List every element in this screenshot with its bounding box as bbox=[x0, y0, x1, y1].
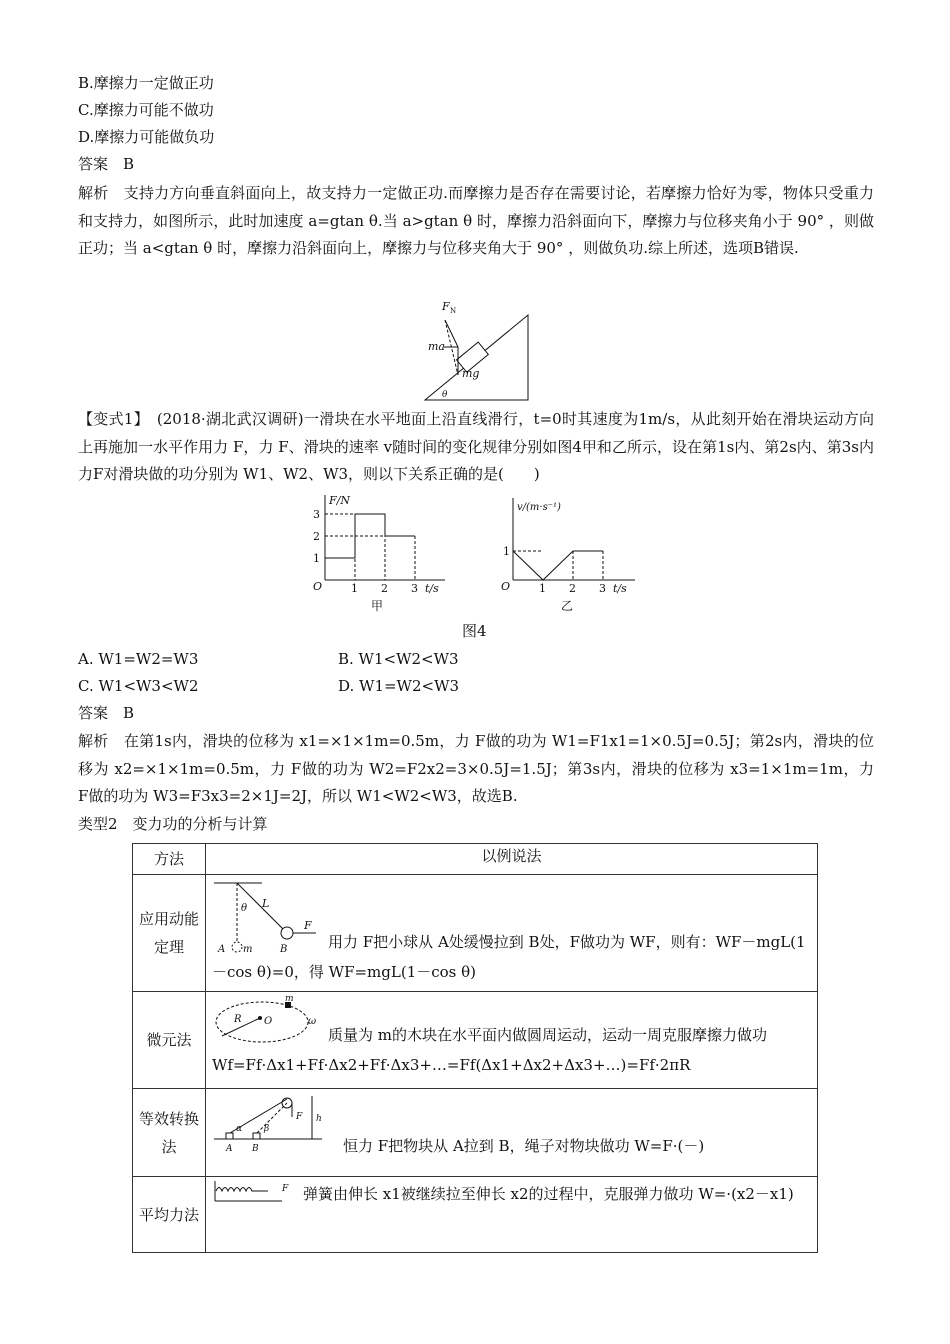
label: m bbox=[285, 994, 294, 1004]
ma-label: ma bbox=[428, 340, 445, 353]
graph-velocity bbox=[495, 490, 645, 615]
fn-label: F bbox=[442, 300, 450, 313]
label: B bbox=[252, 1144, 259, 1153]
example-text: 弹簧由伸长 x1被继续拉至伸长 x2的过程中，克服弹力做功 W=·(x2－x1) bbox=[303, 1185, 794, 1203]
y-axis-label: F/N bbox=[329, 494, 350, 507]
circular-motion-figure bbox=[212, 994, 322, 1044]
example-text: 质量为 m的木块在水平面内做圆周运动，运动一周克服摩擦力做功 Wf=Ff·Δx1+Ff·Δx2+Ff·Δx3+…=Ff(Δx1+Δx2+Δx3+…)=Ff·2πR bbox=[212, 1026, 767, 1074]
label: A bbox=[226, 1144, 233, 1153]
option-a: A. W1=W2=W3 bbox=[78, 650, 199, 668]
x-tick: 2 bbox=[381, 582, 388, 595]
theta-label: θ bbox=[442, 390, 448, 400]
method-cell: 平均力法 bbox=[133, 1177, 206, 1253]
label: L bbox=[262, 897, 270, 910]
label: R bbox=[234, 1014, 242, 1025]
header-example: 以例说法 bbox=[206, 844, 818, 875]
label: m bbox=[243, 944, 253, 955]
mg-label: mg bbox=[462, 367, 480, 380]
origin-label: O bbox=[313, 580, 323, 593]
x-tick: 3 bbox=[411, 582, 418, 595]
x-tick: 2 bbox=[569, 582, 576, 595]
methods-table bbox=[132, 843, 818, 1253]
option-b: B. W1<W2<W3 bbox=[338, 650, 459, 668]
example-cell bbox=[206, 1089, 818, 1177]
pulley-figure bbox=[212, 1091, 337, 1153]
option-d: D. W1=W2<W3 bbox=[338, 677, 460, 695]
y-axis-label: v/(m·s⁻¹) bbox=[517, 502, 561, 513]
x-axis-label: t/s bbox=[425, 582, 439, 595]
x-tick: 1 bbox=[351, 582, 358, 595]
option-c: C. W1<W3<W2 bbox=[78, 677, 199, 695]
section-title: 类型2 变力功的分析与计算 bbox=[78, 815, 268, 833]
header-method: 方法 bbox=[133, 844, 206, 875]
label: β bbox=[264, 1124, 270, 1134]
label: A bbox=[218, 944, 226, 955]
example-cell bbox=[206, 992, 818, 1089]
example-cell bbox=[206, 875, 818, 992]
x-axis-label: t/s bbox=[613, 582, 627, 595]
option-d: D.摩擦力可能做负功 bbox=[78, 128, 215, 146]
option-c: C.摩擦力可能不做功 bbox=[78, 101, 214, 119]
graph-force bbox=[305, 490, 455, 615]
method-cell: 等效转换法 bbox=[133, 1089, 206, 1177]
label: F bbox=[304, 919, 312, 932]
answer: 答案 B bbox=[78, 155, 135, 173]
method-cell: 应用动能定理 bbox=[133, 875, 206, 992]
example-text: 恒力 F把物块从 A拉到 B，绳子对物块做功 W=F·(－) bbox=[343, 1137, 705, 1155]
pendulum-figure bbox=[212, 877, 322, 955]
spring-figure bbox=[212, 1179, 297, 1205]
answer: 答案 B bbox=[78, 704, 135, 722]
label: ω bbox=[308, 1016, 317, 1027]
fn-arrow bbox=[445, 320, 458, 347]
example-text: 用力 F把小球从 A处缓慢拉到 B处，F做功为 WF，则有：WF－mgL(1－cos θ)=0，得 WF=mgL(1－cos θ) bbox=[212, 933, 806, 981]
label: h bbox=[316, 1114, 322, 1124]
variant-question: 【变式1】 (2018·湖北武汉调研)一滑块在水平地面上沿直线滑行，t=0时其速度为1m/s，从此刻开始在滑块运动方向上再施加一水平作用力 F，力 F、滑块的速率 v随时间的变化规律分别如图4甲和乙所示，设在第1s内、第2s内、第3s内力F对滑块做的功分别为 W1、W2、W3，则以下关系正确的是( ) bbox=[78, 410, 874, 483]
velocity-series bbox=[513, 551, 603, 580]
label: F bbox=[296, 1112, 303, 1122]
analysis: 解析 支持力方向垂直斜面向上，故支持力一定做正功.而摩擦力是否存在需要讨论，若摩擦力恰好为零，物体只受重力和支持力，如图所示，此时加速度 a=gtan θ.当 a>gtan θ 时，摩擦力沿斜面向下，摩擦力与位移夹角小于 90° ，则做正功；当 a<gtan θ 时，摩擦力沿斜面向上，摩擦力与位移夹角大于 90° ，则做负功.综上所述，选项B错误. bbox=[78, 184, 874, 257]
graph-name: 乙 bbox=[561, 599, 574, 613]
label: B bbox=[280, 944, 288, 955]
y-tick: 1 bbox=[503, 545, 510, 558]
figure-caption: 图4 bbox=[462, 622, 487, 640]
label: O bbox=[264, 1016, 273, 1027]
method-cell: 微元法 bbox=[133, 992, 206, 1089]
incline-figure bbox=[420, 295, 535, 405]
label: θ bbox=[241, 903, 248, 914]
label: F bbox=[282, 1184, 289, 1194]
graph-name: 甲 bbox=[371, 599, 384, 613]
x-tick: 1 bbox=[539, 582, 546, 595]
origin-label: O bbox=[501, 580, 511, 593]
fn-sub: N bbox=[450, 307, 457, 315]
analysis: 解析 在第1s内，滑块的位移为 x1=×1×1m=0.5m，力 F做的功为 W1=F1x1=1×0.5J=0.5J；第2s内，滑块的位移为 x2=×1×1m=0.5m，力 F做的功为 W2=F2x2=3×0.5J=1.5J；第3s内，滑块的位移为 x3=1×1m=1m，力 F做的功为 W3=F3x3=2×1J=2J，所以 W1<W2<W3，故选B. bbox=[78, 732, 874, 805]
y-tick: 3 bbox=[313, 508, 320, 521]
option-b: B.摩擦力一定做正功 bbox=[78, 74, 214, 92]
y-tick: 2 bbox=[313, 530, 320, 543]
example-cell bbox=[206, 1177, 818, 1253]
label: α bbox=[236, 1124, 243, 1134]
y-tick: 1 bbox=[313, 552, 320, 565]
x-tick: 3 bbox=[599, 582, 606, 595]
